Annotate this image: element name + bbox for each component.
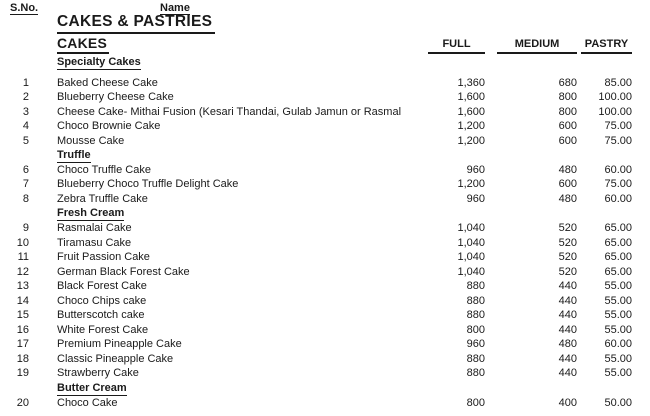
pastry-price-cell: 65.00 — [604, 222, 632, 235]
sno-cell: 10 — [16, 236, 29, 249]
item-name-cell: Choco Brownie Cake — [57, 120, 161, 133]
item-name-cell: Baked Cheese Cake — [57, 76, 158, 89]
item-name-cell: Rasmalai Cake — [57, 222, 132, 235]
section-header-row — [0, 381, 650, 396]
section-header-label: Butter Cream — [57, 382, 127, 395]
sno-cell — [0, 148, 29, 163]
item-name-cell: Premium Pineapple Cake — [57, 338, 182, 351]
section-name-cell — [29, 381, 437, 396]
item-name-cell: Choco Chips cake — [57, 294, 147, 307]
medium-price-cell: 440 — [558, 294, 577, 307]
sno-cell: 1 — [22, 76, 29, 89]
pastry-price-cell: 55.00 — [604, 352, 632, 365]
section-header-label: Specialty Cakes — [57, 56, 141, 68]
menu-item-row — [0, 134, 650, 149]
pastry-price-cell: 65.00 — [604, 236, 632, 249]
menu-item-row — [0, 119, 650, 134]
item-name-cell: Cheese Cake- Mithai Fusion (Kesari Thandai, Gulab Jamun or Rasmal — [57, 105, 402, 118]
pastry-price-cell: 75.00 — [604, 134, 632, 147]
medium-price-cell: 440 — [558, 323, 577, 336]
category-title: CAKES — [57, 35, 109, 54]
menu-item-row — [0, 352, 650, 367]
medium-price-cell: 600 — [558, 178, 577, 191]
item-name-cell: Choco Cake — [57, 396, 118, 409]
pastry-price-cell: 75.00 — [604, 178, 632, 191]
pastry-price-cell: 75.00 — [604, 120, 632, 133]
medium-price-cell: 440 — [558, 352, 577, 365]
item-name-cell: Choco Truffle Cake — [57, 163, 151, 176]
full-price-cell: 800 — [466, 396, 485, 409]
sno-cell: 6 — [22, 163, 29, 176]
medium-price-cell: 800 — [558, 105, 577, 118]
medium-price-cell: 480 — [558, 338, 577, 351]
item-name-cell: Fruit Passion Cake — [57, 251, 150, 264]
sno-cell — [0, 381, 29, 396]
medium-price-cell: 600 — [558, 134, 577, 147]
menu-rows — [0, 55, 650, 410]
section-header-label: Fresh Cream — [57, 207, 125, 220]
pastry-price-cell: 60.00 — [604, 163, 632, 176]
sno-cell: 5 — [22, 134, 29, 147]
medium-price-cell: 520 — [558, 236, 577, 249]
pastry-price-cell: 55.00 — [604, 294, 632, 307]
sno-cell: 7 — [22, 178, 29, 191]
section-name-cell — [29, 55, 437, 70]
pastry-price-cell: 65.00 — [604, 251, 632, 264]
sno-cell: 18 — [16, 352, 29, 365]
full-price-cell: 1,600 — [457, 105, 485, 118]
item-name-cell: Tiramasu Cake — [57, 236, 132, 249]
menu-item-row — [0, 366, 650, 381]
menu-item-row — [0, 308, 650, 323]
full-price-cell: 1,040 — [457, 236, 485, 249]
full-price-cell: 1,200 — [457, 120, 485, 133]
pastry-price-cell: 65.00 — [604, 265, 632, 278]
medium-price-cell: 480 — [558, 163, 577, 176]
medium-price-cell: 520 — [558, 265, 577, 278]
menu-item-row — [0, 163, 650, 178]
menu-item-row — [0, 265, 650, 280]
medium-price-cell: 440 — [558, 280, 577, 293]
menu-item-row — [0, 279, 650, 294]
sno-cell: 9 — [22, 222, 29, 235]
menu-item-row — [0, 337, 650, 352]
sno-cell: 3 — [22, 105, 29, 118]
sno-cell: 19 — [16, 367, 29, 380]
full-price-cell: 800 — [466, 323, 485, 336]
item-name-cell: Blueberry Choco Truffle Delight Cake — [57, 178, 239, 191]
full-price-cell: 880 — [466, 280, 485, 293]
pastry-price-cell: 55.00 — [604, 309, 632, 322]
item-name-cell: Black Forest Cake — [57, 280, 147, 293]
medium-price-cell: 520 — [558, 251, 577, 264]
category-header-row — [0, 35, 650, 53]
full-price-cell: 880 — [466, 367, 485, 380]
sno-cell: 20 — [16, 396, 29, 409]
full-price-cell: 1,200 — [457, 134, 485, 147]
section-header-row — [0, 206, 650, 221]
item-name-cell: Zebra Truffle Cake — [57, 192, 148, 205]
menu-item-row — [0, 76, 650, 91]
sno-column-header: S.No. — [10, 2, 39, 14]
page-title: CAKES & PASTRIES — [57, 13, 215, 34]
item-name-cell: Blueberry Cheese Cake — [57, 91, 174, 104]
full-price-cell: 960 — [466, 338, 485, 351]
sno-cell: 14 — [16, 294, 29, 307]
menu-item-row — [0, 236, 650, 251]
section-name-cell — [29, 206, 437, 221]
section-header-row — [0, 55, 650, 70]
menu-item-row — [0, 177, 650, 192]
full-price-cell: 880 — [466, 294, 485, 307]
full-price-cell: 1,040 — [457, 251, 485, 264]
full-price-cell: 1,600 — [457, 91, 485, 104]
section-header-row — [0, 148, 650, 163]
sno-cell: 17 — [16, 338, 29, 351]
menu-item-row — [0, 90, 650, 105]
sno-cell: 2 — [22, 91, 29, 104]
full-price-cell: 1,040 — [457, 222, 485, 235]
sno-cell: 15 — [16, 309, 29, 322]
pastry-price-cell: 55.00 — [604, 367, 632, 380]
menu-item-row — [0, 192, 650, 207]
pastry-price-cell: 85.00 — [604, 76, 632, 89]
full-column-header: FULL — [428, 38, 485, 54]
menu-item-row — [0, 294, 650, 309]
menu-item-row — [0, 250, 650, 265]
full-price-cell: 880 — [466, 352, 485, 365]
section-header-label: Truffle — [57, 149, 91, 162]
pastry-price-cell: 60.00 — [604, 192, 632, 205]
full-price-cell: 880 — [466, 309, 485, 322]
full-price-cell: 1,360 — [457, 76, 485, 89]
sno-cell: 11 — [17, 251, 29, 264]
sno-cell: 16 — [16, 323, 29, 336]
medium-column-header: MEDIUM — [497, 38, 577, 54]
pastry-price-cell: 55.00 — [604, 280, 632, 293]
item-name-cell: Strawberry Cake — [57, 367, 139, 380]
pastry-price-cell: 100.00 — [598, 105, 632, 118]
sno-cell: 13 — [16, 280, 29, 293]
pastry-price-cell: 50.00 — [604, 396, 632, 409]
full-price-cell: 1,040 — [457, 265, 485, 278]
medium-price-cell: 440 — [558, 309, 577, 322]
sno-cell — [0, 206, 29, 221]
medium-price-cell: 440 — [558, 367, 577, 380]
menu-item-row — [0, 396, 650, 411]
item-name-cell: Classic Pineapple Cake — [57, 352, 174, 365]
medium-price-cell: 680 — [558, 76, 577, 89]
sno-cell — [0, 55, 29, 70]
medium-price-cell: 520 — [558, 222, 577, 235]
section-name-cell — [29, 148, 437, 163]
sno-cell: 4 — [22, 120, 29, 133]
sno-cell: 12 — [16, 265, 29, 278]
pastry-price-cell: 100.00 — [598, 91, 632, 104]
menu-item-row — [0, 323, 650, 338]
full-price-cell: 1,200 — [457, 178, 485, 191]
medium-price-cell: 600 — [558, 120, 577, 133]
sno-cell: 8 — [22, 192, 29, 205]
full-price-cell: 960 — [466, 192, 485, 205]
pastry-price-cell: 60.00 — [604, 338, 632, 351]
item-name-cell: Butterscotch cake — [57, 309, 145, 322]
medium-price-cell: 800 — [558, 91, 577, 104]
item-name-cell: German Black Forest Cake — [57, 265, 190, 278]
pastry-price-cell: 55.00 — [604, 323, 632, 336]
medium-price-cell: 480 — [558, 192, 577, 205]
pastry-column-header: PASTRY — [581, 38, 632, 54]
menu-item-row — [0, 221, 650, 236]
item-name-cell: White Forest Cake — [57, 323, 149, 336]
menu-item-row — [0, 105, 650, 120]
full-price-cell: 960 — [466, 163, 485, 176]
medium-price-cell: 400 — [558, 396, 577, 409]
item-name-cell: Mousse Cake — [57, 134, 125, 147]
name-column-header: Name — [160, 2, 190, 14]
